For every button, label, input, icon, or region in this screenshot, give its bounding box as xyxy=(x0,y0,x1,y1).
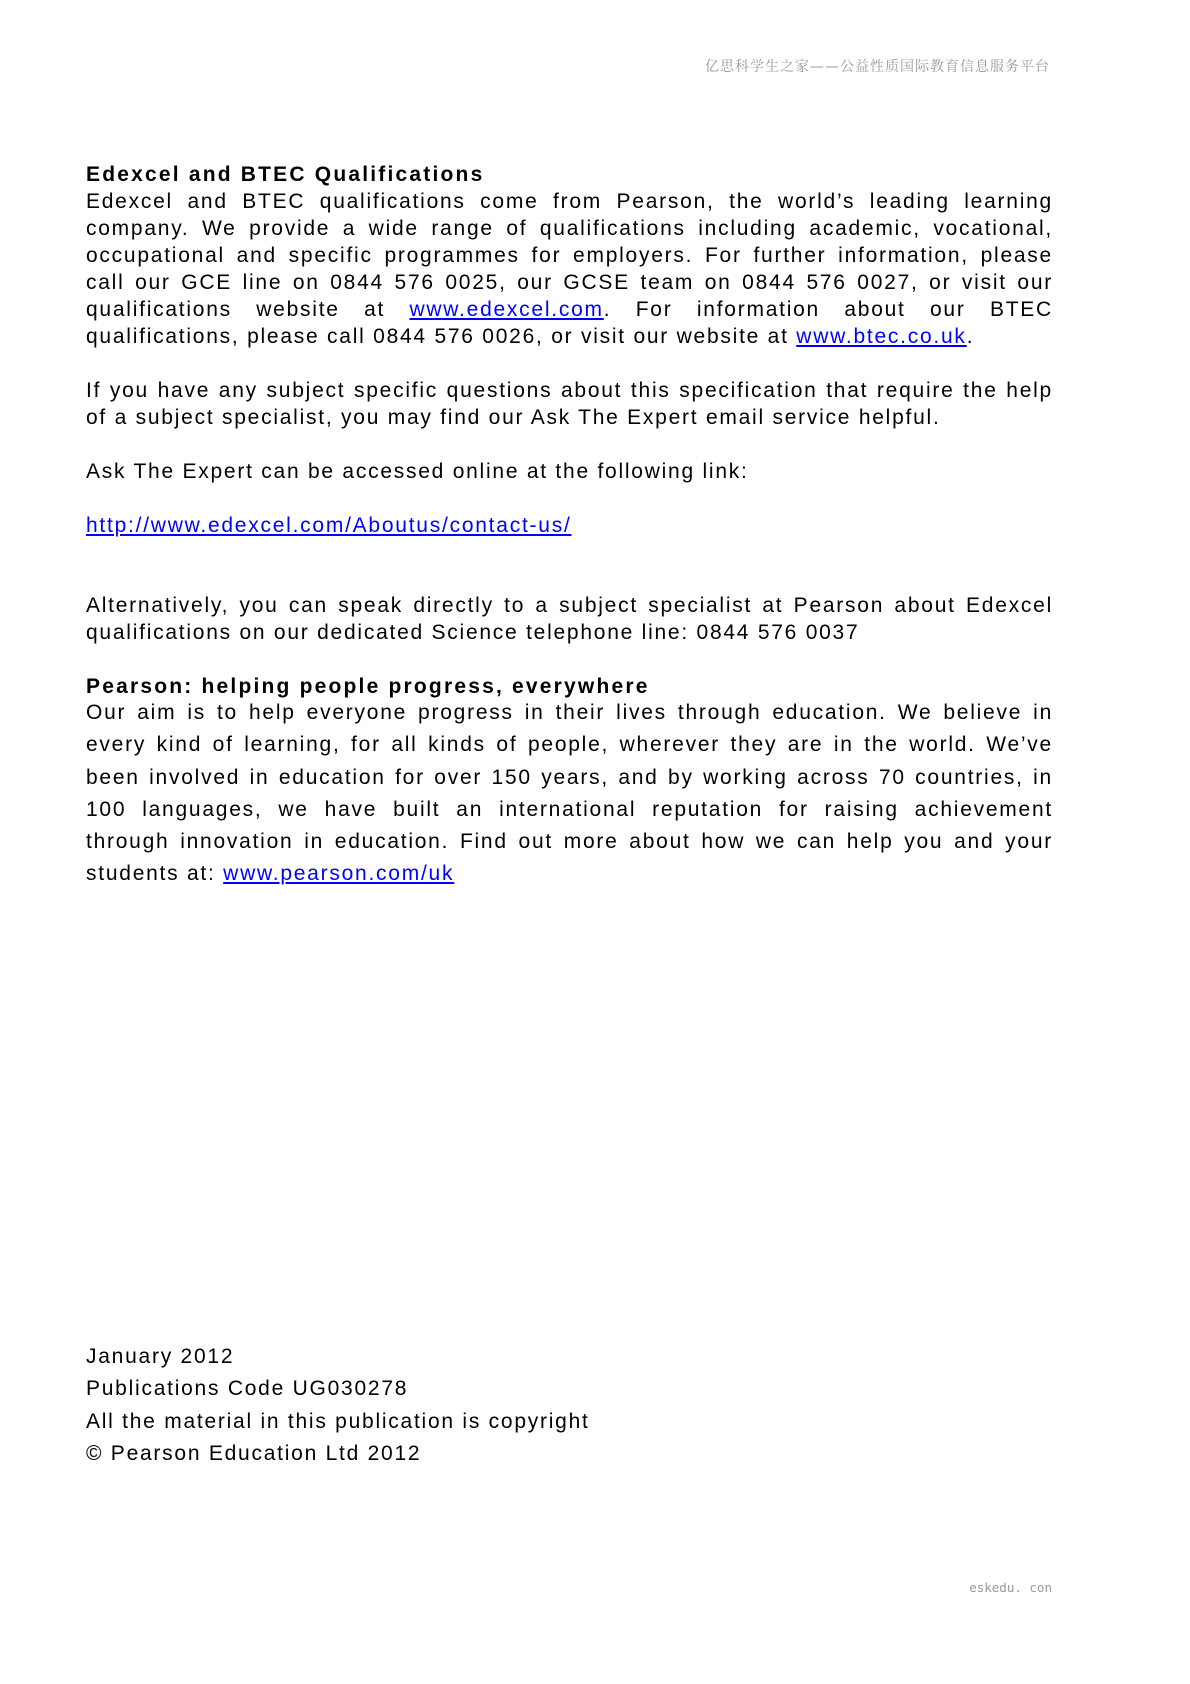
paragraph-line: Alternatively, you can speak directly to a subject specialist at Pearson about Edexcel xyxy=(86,594,1053,617)
line-text: students at: xyxy=(86,862,224,886)
paragraph-line: qualifications on our dedicated Science telephone line: 0844 576 0037 xyxy=(86,621,860,644)
paragraph-line: company. We provide a wide range of qualifications including academic, vocational, xyxy=(86,217,1053,240)
paragraph-line: Edexcel and BTEC qualifications come from Pearson, the world’s leading learning xyxy=(86,190,1053,213)
section-pearson-body xyxy=(86,697,1053,891)
paragraph-line xyxy=(86,858,1053,890)
line-text: qualifications website at xyxy=(86,298,410,321)
section-heading: Pearson: helping people progress, everywhere xyxy=(86,675,650,698)
paragraph-line: Ask The Expert can be accessed online at the following link: xyxy=(86,460,749,483)
btec-website-link[interactable]: www.btec.co.uk xyxy=(796,325,967,348)
paragraph-line: of a subject specialist, you may find our Ask The Expert email service helpful. xyxy=(86,406,941,429)
section-alternative xyxy=(86,592,1053,646)
line-text: . xyxy=(966,325,975,348)
pearson-website-link[interactable]: www.pearson.com/uk xyxy=(223,862,455,886)
paragraph-line: occupational and specific programmes for employers. For further information, please xyxy=(86,244,1053,267)
section-contact-link xyxy=(86,512,1053,539)
paragraph-line: 100 languages, we have built an international reputation for raising achievement xyxy=(86,797,1053,821)
section-ask-expert xyxy=(86,377,1053,431)
contact-us-link[interactable]: http://www.edexcel.com/Aboutus/contact-us/ xyxy=(86,514,572,537)
paragraph-line: call our GCE line on 0844 576 0025, our GCSE team on 0844 576 0027, or visit our xyxy=(86,271,1053,294)
copyright-holder: © Pearson Education Ltd 2012 xyxy=(86,1441,422,1465)
copyright-notice: All the material in this publication is copyright xyxy=(86,1409,590,1433)
paragraph-line: Our aim is to help everyone progress in their lives through education. We believe in xyxy=(86,701,1053,724)
header-watermark: 亿思科学生之家——公益性质国际教育信息服务平台 xyxy=(705,59,1050,75)
publication-date: January 2012 xyxy=(86,1345,235,1368)
edexcel-website-link[interactable]: www.edexcel.com xyxy=(409,298,604,321)
paragraph-line: every kind of learning, for all kinds of people, wherever they are in the world. We’ve xyxy=(86,733,1053,757)
paragraph-line xyxy=(86,296,1053,323)
paragraph-line: through innovation in education. Find out more about how we can help you and your xyxy=(86,830,1053,854)
line-text: . For information about our BTEC xyxy=(603,298,1053,321)
publication-info xyxy=(86,1341,1053,1470)
section-access-text xyxy=(86,458,1053,485)
paragraph-line xyxy=(86,512,1053,539)
paragraph-line: If you have any subject specific questions about this specification that require the help xyxy=(86,379,1053,402)
paragraph-line xyxy=(86,323,1053,350)
line-text: qualifications, please call 0844 576 0026, or visit our website at xyxy=(86,325,797,348)
section-pearson-heading xyxy=(86,673,1053,700)
footer-watermark: eskedu. con xyxy=(969,1580,1052,1595)
paragraph-line: been involved in education for over 150 years, and by working across 70 countries, in xyxy=(86,765,1053,789)
publication-code: Publications Code UG030278 xyxy=(86,1377,409,1401)
section-edexcel-btec xyxy=(86,161,1053,350)
section-heading: Edexcel and BTEC Qualifications xyxy=(86,163,485,186)
